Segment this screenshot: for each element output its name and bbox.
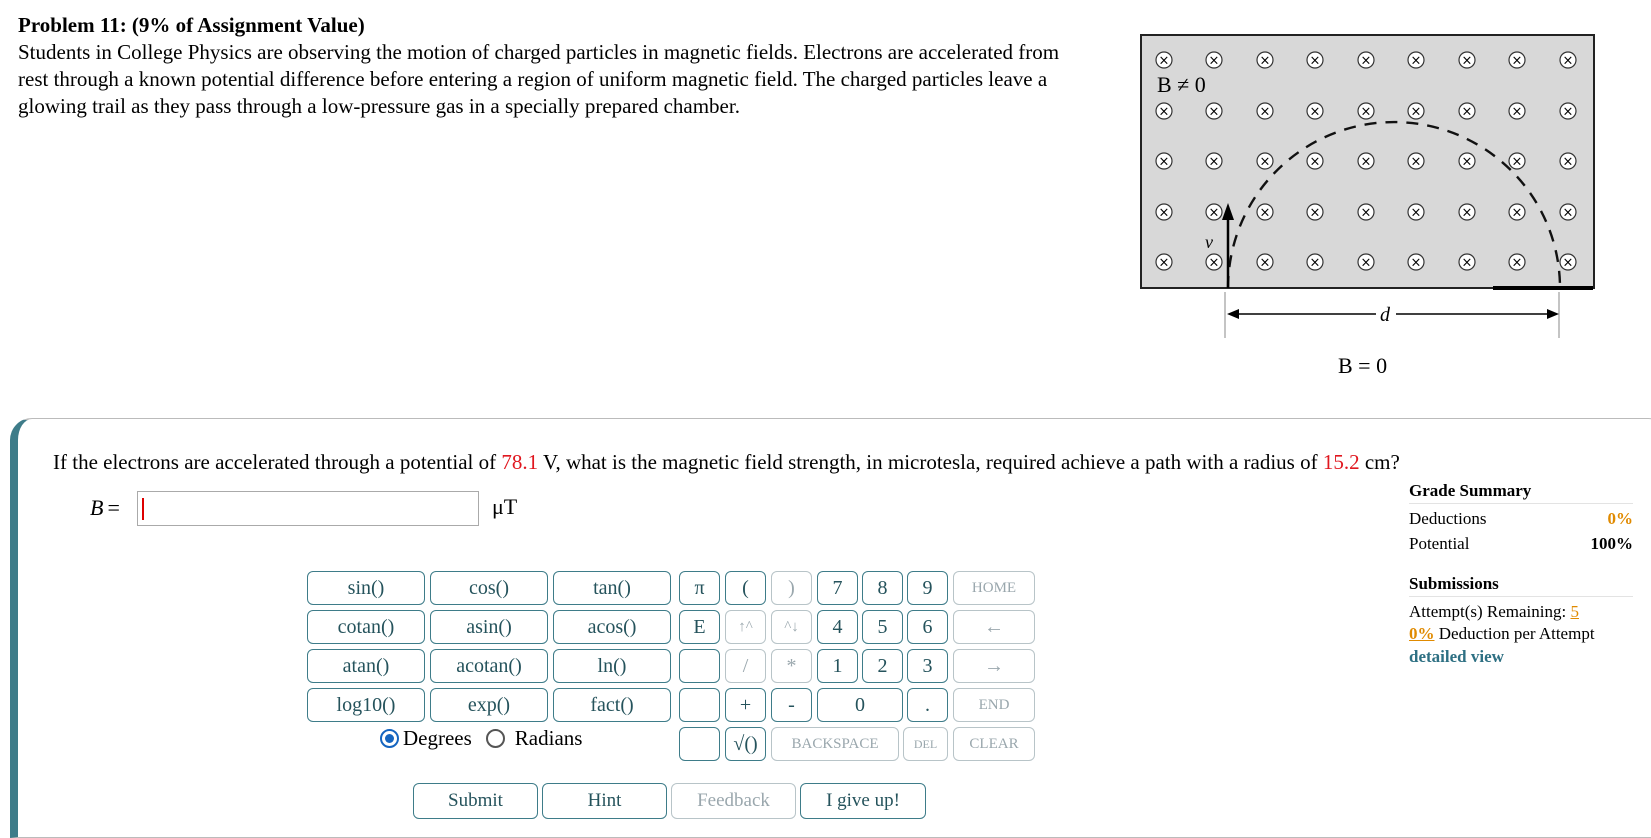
key-superscript-down[interactable]: ^↓ xyxy=(771,610,812,644)
key-6[interactable]: 6 xyxy=(907,610,948,644)
field-marker-icon xyxy=(1408,52,1424,69)
svg-text:×: × xyxy=(1259,53,1271,69)
key-tan[interactable]: tan() xyxy=(553,571,671,605)
field-marker-icon xyxy=(1560,204,1576,221)
field-marker-icon xyxy=(1206,153,1222,170)
svg-text:×: × xyxy=(1360,255,1372,271)
svg-text:×: × xyxy=(1562,205,1574,221)
svg-text:×: × xyxy=(1309,104,1321,120)
field-marker-icon xyxy=(1358,153,1374,170)
problem-title: Problem 11: (9% of Assignment Value) xyxy=(18,13,365,37)
magnetic-field-figure xyxy=(1140,30,1651,410)
hint-button[interactable]: Hint xyxy=(542,783,667,819)
key-e[interactable]: E xyxy=(679,610,720,644)
svg-text:×: × xyxy=(1410,53,1422,69)
field-marker-icon xyxy=(1560,254,1576,271)
key-3[interactable]: 3 xyxy=(907,649,948,683)
field-marker-icon xyxy=(1257,103,1273,120)
key-acos[interactable]: acos() xyxy=(553,610,671,644)
grade-summary xyxy=(1409,481,1633,554)
potential-value: 78.1 xyxy=(501,450,539,474)
key-7[interactable]: 7 xyxy=(817,571,858,605)
text-caret xyxy=(142,498,144,520)
field-marker-icon xyxy=(1206,204,1222,221)
key-open-paren[interactable]: ( xyxy=(725,571,766,605)
svg-text:×: × xyxy=(1410,104,1422,120)
b-nonzero-label: B ≠ 0 xyxy=(1157,72,1206,97)
svg-text:×: × xyxy=(1360,104,1372,120)
field-marker-icon xyxy=(1206,52,1222,69)
attempts-remaining: 5 xyxy=(1570,602,1579,621)
field-marker-icon xyxy=(1156,153,1172,170)
svg-text:×: × xyxy=(1511,154,1523,170)
submit-button[interactable]: Submit xyxy=(413,783,538,819)
field-marker-icon xyxy=(1408,204,1424,221)
answer-input[interactable] xyxy=(137,491,479,526)
key-blank-1 xyxy=(679,649,720,683)
svg-text:×: × xyxy=(1259,205,1271,221)
radians-label: Radians xyxy=(514,726,583,750)
deduction-per-attempt-value: 0% xyxy=(1409,624,1435,643)
key-asin[interactable]: asin() xyxy=(430,610,548,644)
question-text: If the electrons are accelerated through a potential of 78.1 V, what is the magnetic field strength, in microtesla, required achieve a path with a radius of 15.2 cm? xyxy=(53,450,1400,474)
field-marker-icon xyxy=(1206,103,1222,120)
key-end[interactable]: END xyxy=(953,688,1035,722)
velocity-label: v xyxy=(1205,232,1213,252)
field-marker-icon xyxy=(1257,254,1273,271)
field-marker-icon xyxy=(1257,204,1273,221)
key-acotan[interactable]: acotan() xyxy=(430,649,548,683)
field-marker-icon xyxy=(1156,52,1172,69)
field-marker-icon xyxy=(1358,52,1374,69)
svg-text:×: × xyxy=(1360,154,1372,170)
field-marker-icon xyxy=(1206,254,1222,271)
key-decimal[interactable]: . xyxy=(907,688,948,722)
key-sin[interactable]: sin() xyxy=(307,571,425,605)
field-marker-icon xyxy=(1307,153,1323,170)
svg-text:×: × xyxy=(1410,154,1422,170)
svg-text:×: × xyxy=(1410,255,1422,271)
field-marker-icon xyxy=(1509,153,1525,170)
svg-text:×: × xyxy=(1158,255,1170,271)
svg-text:×: × xyxy=(1360,53,1372,69)
field-marker-icon xyxy=(1560,52,1576,69)
svg-text:×: × xyxy=(1461,53,1473,69)
svg-text:×: × xyxy=(1410,205,1422,221)
svg-text:×: × xyxy=(1360,205,1372,221)
svg-text:×: × xyxy=(1208,53,1220,69)
svg-text:×: × xyxy=(1511,53,1523,69)
key-superscript-up[interactable]: ↑^ xyxy=(725,610,766,644)
svg-text:×: × xyxy=(1309,255,1321,271)
svg-text:×: × xyxy=(1461,104,1473,120)
field-marker-icon xyxy=(1156,204,1172,221)
degrees-label: Degrees xyxy=(403,726,472,750)
key-4[interactable]: 4 xyxy=(817,610,858,644)
deductions-value: 0% xyxy=(1607,509,1633,528)
submissions-title: Submissions xyxy=(1409,574,1633,597)
svg-text:×: × xyxy=(1562,154,1574,170)
field-marker-icon xyxy=(1509,254,1525,271)
field-marker-icon xyxy=(1358,103,1374,120)
field-marker-icon xyxy=(1156,254,1172,271)
key-ln[interactable]: ln() xyxy=(553,649,671,683)
field-marker-icon xyxy=(1459,103,1475,120)
key-multiply[interactable]: * xyxy=(771,649,812,683)
svg-text:×: × xyxy=(1562,53,1574,69)
field-marker-icon xyxy=(1408,254,1424,271)
field-marker-icon xyxy=(1509,204,1525,221)
detailed-view-link[interactable]: detailed view xyxy=(1409,647,1504,666)
key-log10[interactable]: log10() xyxy=(307,688,425,722)
svg-text:×: × xyxy=(1208,205,1220,221)
svg-text:×: × xyxy=(1562,104,1574,120)
field-marker-icon xyxy=(1459,204,1475,221)
field-marker-icon xyxy=(1257,52,1273,69)
key-backspace[interactable]: BACKSPACE xyxy=(771,727,899,761)
key-divide[interactable]: / xyxy=(725,649,766,683)
field-marker-icon xyxy=(1156,103,1172,120)
angle-mode-group xyxy=(380,726,582,751)
svg-text:×: × xyxy=(1208,104,1220,120)
deduction-per-attempt-label: Deduction per Attempt xyxy=(1434,624,1595,643)
svg-text:×: × xyxy=(1259,154,1271,170)
key-minus[interactable]: - xyxy=(771,688,812,722)
field-marker-icon xyxy=(1459,52,1475,69)
svg-text:×: × xyxy=(1158,154,1170,170)
key-2[interactable]: 2 xyxy=(862,649,903,683)
field-marker-icon xyxy=(1408,103,1424,120)
key-del[interactable]: DEL xyxy=(903,727,948,761)
potential-value: 100% xyxy=(1590,534,1633,553)
svg-text:×: × xyxy=(1511,205,1523,221)
svg-text:×: × xyxy=(1562,255,1574,271)
field-marker-icon xyxy=(1307,204,1323,221)
svg-text:×: × xyxy=(1158,205,1170,221)
answer-label: B = xyxy=(90,495,120,520)
field-marker-icon xyxy=(1459,254,1475,271)
field-marker-icon xyxy=(1560,103,1576,120)
distance-label: d xyxy=(1380,304,1390,326)
key-close-paren[interactable]: ) xyxy=(771,571,812,605)
svg-text:×: × xyxy=(1309,205,1321,221)
svg-text:×: × xyxy=(1208,255,1220,271)
key-cotan[interactable]: cotan() xyxy=(307,610,425,644)
radians-radio[interactable] xyxy=(486,729,505,748)
svg-text:×: × xyxy=(1259,104,1271,120)
key-left[interactable]: ← xyxy=(953,610,1035,644)
field-marker-icon xyxy=(1509,103,1525,120)
key-pi[interactable]: π xyxy=(679,571,720,605)
field-marker-icon xyxy=(1408,153,1424,170)
key-fact[interactable]: fact() xyxy=(553,688,671,722)
svg-text:×: × xyxy=(1461,154,1473,170)
answer-unit: μT xyxy=(492,494,518,519)
key-home[interactable]: HOME xyxy=(953,571,1035,605)
field-marker-icon xyxy=(1459,153,1475,170)
attempts-label: Attempt(s) Remaining: xyxy=(1409,602,1571,621)
svg-text:×: × xyxy=(1309,154,1321,170)
svg-text:×: × xyxy=(1208,154,1220,170)
degrees-radio[interactable] xyxy=(380,729,399,748)
problem-statement: Students in College Physics are observing the motion of charged particles in magnetic fields. Electrons are accelerated from rest through a known potential difference before entering a region of uniform magnetic field. The charged particles leave a glowing trail as they pass through a low-pressure gas in a specially prepared chamber. xyxy=(18,40,1060,118)
give-up-button[interactable]: I give up! xyxy=(800,783,926,819)
potential-label: Potential xyxy=(1409,534,1470,553)
field-marker-icon xyxy=(1307,103,1323,120)
svg-text:×: × xyxy=(1309,53,1321,69)
grade-summary-title: Grade Summary xyxy=(1409,481,1633,504)
key-0[interactable]: 0 xyxy=(817,688,903,722)
key-blank-3 xyxy=(679,727,720,761)
svg-text:×: × xyxy=(1259,255,1271,271)
svg-text:×: × xyxy=(1158,53,1170,69)
field-diagram xyxy=(1140,30,1651,410)
svg-text:×: × xyxy=(1511,104,1523,120)
svg-text:×: × xyxy=(1511,255,1523,271)
svg-text:×: × xyxy=(1158,104,1170,120)
field-marker-icon xyxy=(1358,204,1374,221)
field-marker-icon xyxy=(1509,52,1525,69)
key-cos[interactable]: cos() xyxy=(430,571,548,605)
deductions-label: Deductions xyxy=(1409,509,1487,528)
key-8[interactable]: 8 xyxy=(862,571,903,605)
field-marker-icon xyxy=(1257,153,1273,170)
key-9[interactable]: 9 xyxy=(907,571,948,605)
key-blank-2 xyxy=(679,688,720,722)
field-marker-icon xyxy=(1307,254,1323,271)
b-zero-label: B = 0 xyxy=(1338,353,1388,378)
svg-text:×: × xyxy=(1461,205,1473,221)
feedback-button[interactable]: Feedback xyxy=(671,783,796,819)
key-right[interactable]: → xyxy=(953,649,1035,683)
radius-value: 15.2 xyxy=(1322,450,1360,474)
key-plus[interactable]: + xyxy=(725,688,766,722)
key-1[interactable]: 1 xyxy=(817,649,858,683)
key-sqrt[interactable]: √() xyxy=(725,727,766,761)
submissions-summary xyxy=(1409,574,1633,667)
svg-text:×: × xyxy=(1461,255,1473,271)
field-marker-icon xyxy=(1560,153,1576,170)
field-marker-icon xyxy=(1307,52,1323,69)
key-clear[interactable]: CLEAR xyxy=(953,727,1035,761)
field-marker-icon xyxy=(1358,254,1374,271)
key-exp[interactable]: exp() xyxy=(430,688,548,722)
key-5[interactable]: 5 xyxy=(862,610,903,644)
key-atan[interactable]: atan() xyxy=(307,649,425,683)
